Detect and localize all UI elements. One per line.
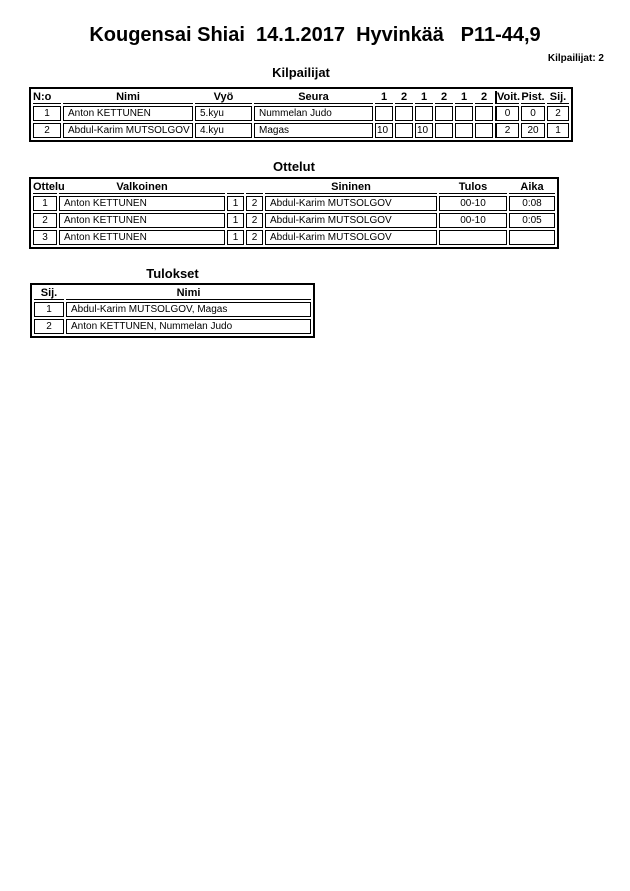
cell-club: Magas xyxy=(254,123,373,138)
col-header-tulos: Tulos xyxy=(439,181,507,194)
cell-blue-name: Abdul-Karim MUTSOLGOV xyxy=(265,196,437,211)
ottelut-heading: Ottelut xyxy=(273,159,315,174)
col-header-voit: Voit. xyxy=(497,91,521,103)
col-header-seura: Seura xyxy=(254,91,373,104)
cell-result xyxy=(439,230,507,245)
cell-score xyxy=(435,123,453,138)
cell-name-club: Anton KETTUNEN, Nummelan Judo xyxy=(66,319,311,334)
cell-club: Nummelan Judo xyxy=(254,106,373,121)
cell-place: 2 xyxy=(547,106,569,121)
tulokset-table xyxy=(30,283,315,338)
col-header-score-3: 1 xyxy=(415,91,433,104)
cell-white-name: Anton KETTUNEN xyxy=(59,230,225,245)
cell-wins: 0 xyxy=(495,106,519,121)
table-row xyxy=(33,106,569,121)
cell-blue-number: 2 xyxy=(246,213,263,228)
cell-white-number: 1 xyxy=(227,230,244,245)
cell-score: 10 xyxy=(415,123,433,138)
col-header-aika: Aika xyxy=(509,181,555,194)
table-row xyxy=(33,213,555,228)
section-ottelut xyxy=(29,159,559,249)
col-header-blue-no xyxy=(246,181,263,194)
col-header-sininen: Sininen xyxy=(265,181,437,194)
col-header-pist: Pist. xyxy=(521,91,545,103)
cell-result: 00-10 xyxy=(439,213,507,228)
cell-belt: 5.kyu xyxy=(195,106,252,121)
cell-score xyxy=(455,123,473,138)
cell-score xyxy=(435,106,453,121)
cell-result: 00-10 xyxy=(439,196,507,211)
col-header-score-4: 2 xyxy=(435,91,453,104)
cell-score xyxy=(475,106,493,121)
kilpailijat-table xyxy=(29,87,573,142)
col-header-nimi: Nimi xyxy=(63,91,193,104)
col-header-score-2: 2 xyxy=(395,91,413,104)
cell-place: 2 xyxy=(34,319,64,334)
cell-white-name: Anton KETTUNEN xyxy=(59,213,225,228)
cell-points: 0 xyxy=(521,106,545,121)
cell-white-number: 1 xyxy=(227,196,244,211)
cell-name: Anton KETTUNEN xyxy=(63,106,193,121)
cell-number: 1 xyxy=(33,106,61,121)
cell-blue-number: 2 xyxy=(246,196,263,211)
col-header-no: N:o xyxy=(33,91,61,104)
cell-score: 10 xyxy=(375,123,393,138)
cell-match-number: 3 xyxy=(33,230,57,245)
cell-wins: 2 xyxy=(495,123,519,138)
col-header-score-1: 1 xyxy=(375,91,393,104)
ottelut-table xyxy=(29,177,559,249)
table-row xyxy=(34,319,311,334)
section-kilpailijat xyxy=(29,65,573,142)
col-header-valkoinen: Valkoinen xyxy=(59,181,225,194)
table-row xyxy=(33,196,555,211)
cell-score xyxy=(395,123,413,138)
cell-score xyxy=(415,106,433,121)
cell-white-name: Anton KETTUNEN xyxy=(59,196,225,211)
cell-time xyxy=(509,230,555,245)
cell-match-number: 1 xyxy=(33,196,57,211)
col-header-vyo: Vyö xyxy=(195,91,252,104)
cell-score xyxy=(375,106,393,121)
cell-score xyxy=(475,123,493,138)
cell-score xyxy=(455,106,473,121)
cell-place: 1 xyxy=(547,123,569,138)
cell-white-number: 1 xyxy=(227,213,244,228)
col-header-score-5: 1 xyxy=(455,91,473,104)
competitor-count-label: Kilpailijat: 2 xyxy=(547,53,604,64)
cell-name: Abdul-Karim MUTSOLGOV xyxy=(63,123,193,138)
cell-blue-number: 2 xyxy=(246,230,263,245)
col-header-score-6: 2 xyxy=(475,91,493,104)
cell-score xyxy=(395,106,413,121)
cell-number: 2 xyxy=(33,123,61,138)
section-tulokset xyxy=(30,266,315,338)
cell-belt: 4.kyu xyxy=(195,123,252,138)
kilpailijat-heading: Kilpailijat xyxy=(272,65,330,80)
col-header-sij: Sij. xyxy=(34,287,64,300)
col-header-sij: Sij. xyxy=(547,91,569,104)
cell-place: 1 xyxy=(34,302,64,317)
document-title: Kougensai Shiai 14.1.2017 Hyvinkää P11-44,9 xyxy=(89,24,541,46)
cell-points: 20 xyxy=(521,123,545,138)
col-header-white-no xyxy=(227,181,244,194)
table-row xyxy=(34,302,311,317)
col-header-nimi: Nimi xyxy=(66,287,311,300)
cell-blue-name: Abdul-Karim MUTSOLGOV xyxy=(265,230,437,245)
cell-name-club: Abdul-Karim MUTSOLGOV, Magas xyxy=(66,302,311,317)
ottelut-header-row xyxy=(33,181,555,194)
cell-blue-name: Abdul-Karim MUTSOLGOV xyxy=(265,213,437,228)
cell-time: 0:08 xyxy=(509,196,555,211)
cell-time: 0:05 xyxy=(509,213,555,228)
table-row xyxy=(33,230,555,245)
table-row xyxy=(33,123,569,138)
col-header-ottelu: Ottelu xyxy=(33,181,65,193)
kilpailijat-header-row xyxy=(33,91,569,104)
tulokset-heading: Tulokset xyxy=(146,266,199,281)
cell-match-number: 2 xyxy=(33,213,57,228)
tulokset-header-row xyxy=(34,287,311,300)
